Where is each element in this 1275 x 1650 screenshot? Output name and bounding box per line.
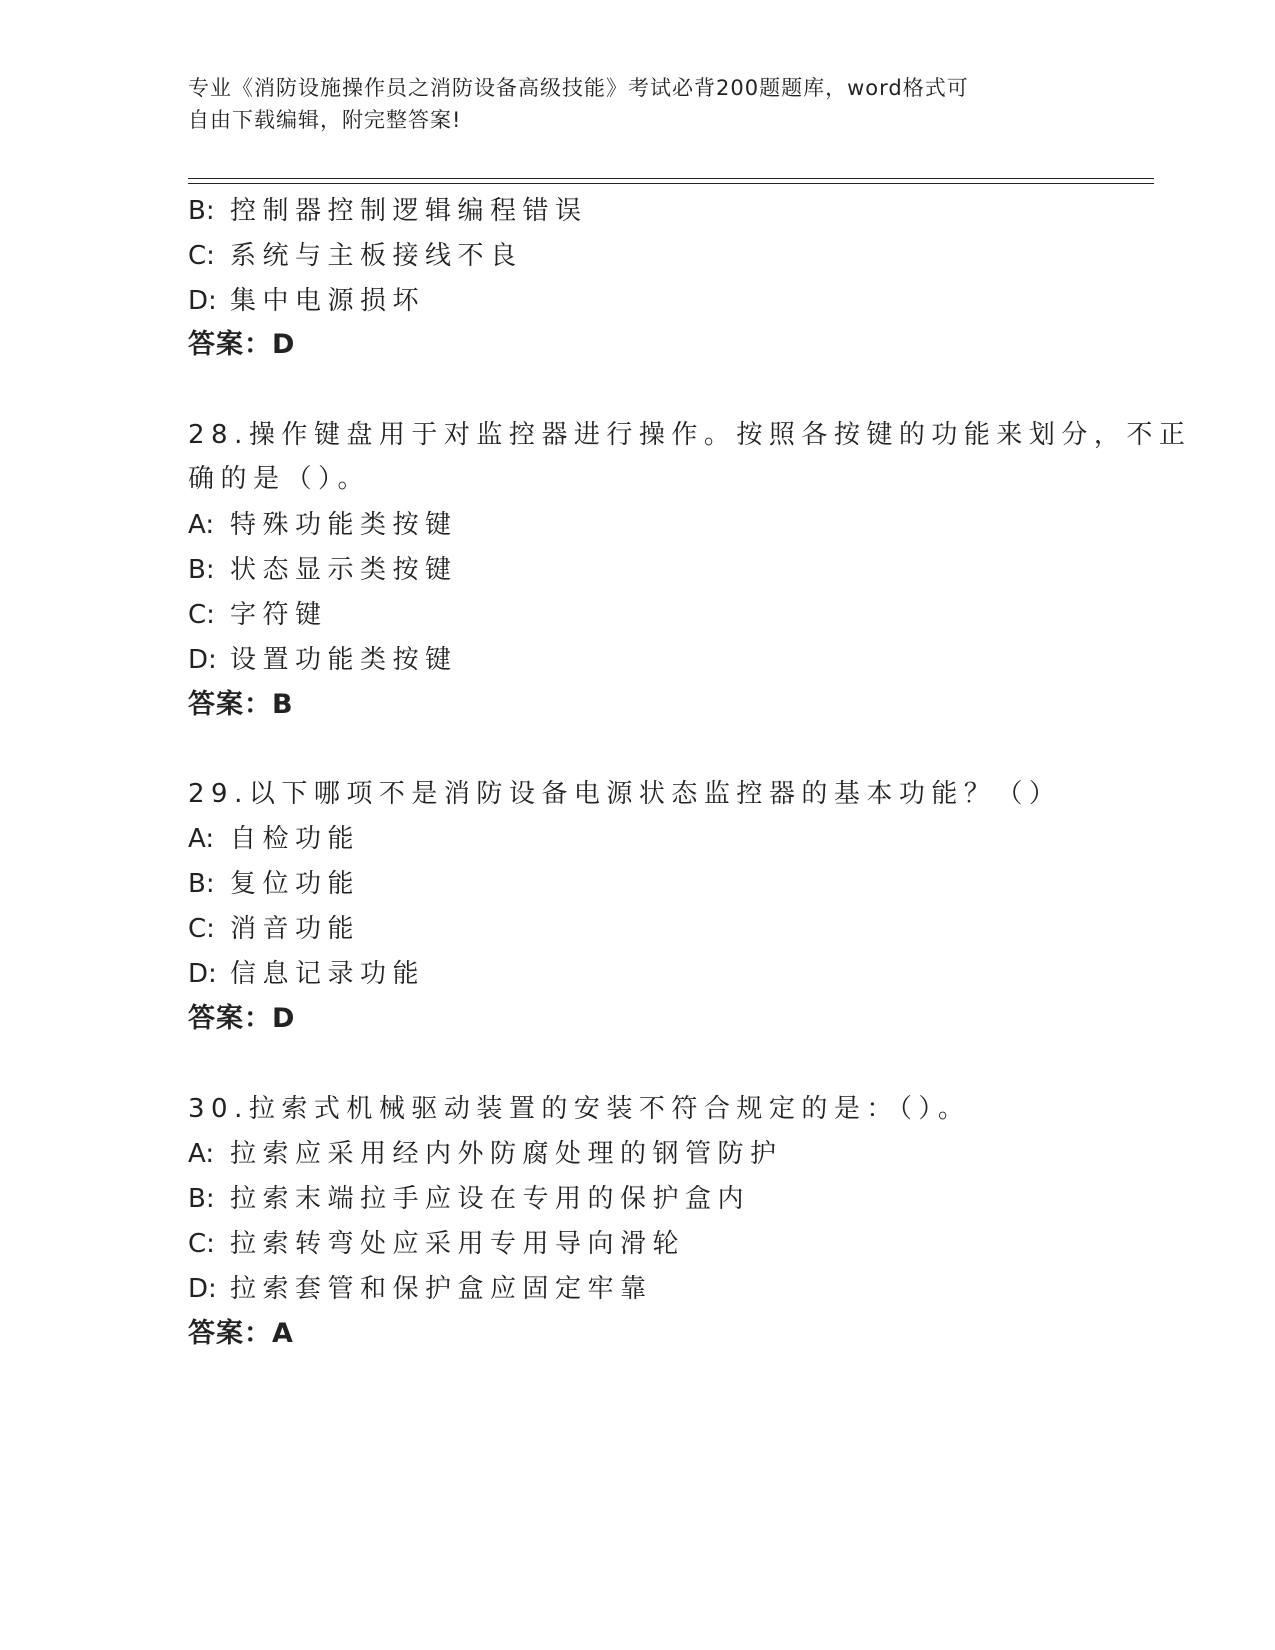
option-letter: C: xyxy=(188,1229,215,1259)
option-b xyxy=(188,553,458,587)
option-letter: A: xyxy=(188,510,215,540)
option-b xyxy=(188,867,360,901)
answer-label: 答案：D xyxy=(188,329,296,360)
option-b xyxy=(188,194,588,228)
answer-label: 答案：B xyxy=(188,689,294,720)
option-c xyxy=(188,239,523,273)
option-letter: C: xyxy=(188,914,215,944)
question-stem: 30.拉索式机械驱动装置的安装不符合规定的是：（）。 xyxy=(188,1094,971,1124)
option-text: 系统与主板接线不良 xyxy=(230,241,523,271)
question-stem-continuation: 确的是（）。 xyxy=(188,464,371,494)
option-text: 自检功能 xyxy=(230,824,361,854)
option-letter: B: xyxy=(188,1184,215,1214)
document-header xyxy=(188,72,1068,136)
option-d xyxy=(188,957,425,991)
option-text: 设置功能类按键 xyxy=(230,645,458,675)
option-text: 拉索转弯处应采用专用导向滑轮 xyxy=(230,1229,686,1259)
question-stem: 29.以下哪项不是消防设备电源状态监控器的基本功能？（） xyxy=(188,779,1062,809)
option-letter: B: xyxy=(188,869,215,899)
option-letter: A: xyxy=(188,1139,215,1169)
option-letter: D: xyxy=(188,1274,217,1304)
option-letter: B: xyxy=(188,196,215,226)
option-text: 状态显示类按键 xyxy=(230,555,458,585)
option-a xyxy=(188,822,360,856)
option-text: 拉索套管和保护盒应固定牢靠 xyxy=(230,1274,653,1304)
option-b xyxy=(188,1182,750,1216)
option-letter: D: xyxy=(188,959,217,989)
option-letter: D: xyxy=(188,645,217,675)
answer-label: 答案：D xyxy=(188,1003,296,1034)
header-line-2: 自由下载编辑，附完整答案! xyxy=(188,108,462,132)
option-letter: B: xyxy=(188,555,215,585)
header-divider-top xyxy=(188,178,1154,179)
header-line-1: 专业《消防设施操作员之消防设备高级技能》考试必背200题题库，word格式可 xyxy=(188,76,969,100)
option-letter: D: xyxy=(188,286,217,316)
option-c xyxy=(188,912,360,946)
option-letter: A: xyxy=(188,824,215,854)
option-a xyxy=(188,508,458,542)
option-letter: C: xyxy=(188,600,215,630)
option-letter: C: xyxy=(188,241,215,271)
answer-label: 答案：A xyxy=(188,1318,294,1349)
option-text: 拉索末端拉手应设在专用的保护盒内 xyxy=(230,1184,751,1214)
question-stem: 28.操作键盘用于对监控器进行操作。按照各按键的功能来划分，不正 xyxy=(188,420,1192,450)
option-text: 信息记录功能 xyxy=(230,959,426,989)
option-a xyxy=(188,1137,783,1171)
option-text: 集中电源损坏 xyxy=(230,286,426,316)
option-text: 拉索应采用经内外防腐处理的钢管防护 xyxy=(230,1139,783,1169)
option-d xyxy=(188,1272,653,1306)
header-divider-bottom xyxy=(188,183,1154,184)
option-c xyxy=(188,1227,685,1261)
option-text: 字符键 xyxy=(230,600,328,630)
option-c xyxy=(188,598,328,632)
option-d xyxy=(188,643,458,677)
option-text: 复位功能 xyxy=(230,869,361,899)
option-text: 控制器控制逻辑编程错误 xyxy=(230,196,588,226)
option-text: 特殊功能类按键 xyxy=(230,510,458,540)
option-d xyxy=(188,284,425,318)
option-text: 消音功能 xyxy=(230,914,361,944)
